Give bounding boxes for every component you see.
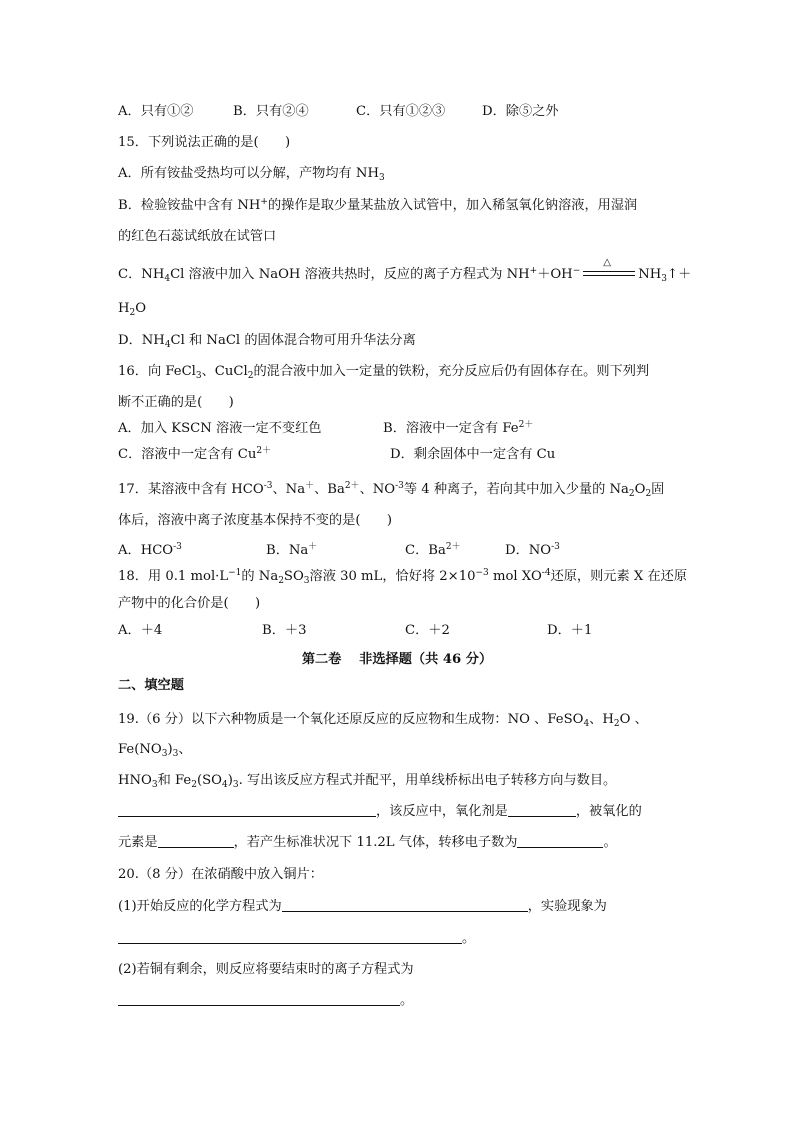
q14-option-b: B．只有②④ [233,104,309,119]
q17-stem: 17．某溶液中含有 $HCO^{-3}$、Na＋、$Ba^{2+}$、$NO^{-3}$等 4 种离子，若向其中加入少量的 $Na_2O_2$固 [118,481,665,499]
q17-option-c: C．$Ba^{2+}$ [405,542,461,558]
q15-option-c: C．$NH_4Cl$ 溶液中加入 NaOH 溶液共热时，反应的离子方程式为 NH+＋OH− △ $NH_3↑+$ [118,257,692,284]
phenomenon-blank[interactable] [118,930,462,944]
q20-part2-cont: 。 [118,992,413,1010]
q16-option-a: A．加入 KSCN 溶液一定不变红色 [118,421,322,436]
q16-option-c: C．溶液中一定含有 $Cu^{2+}$ [118,446,272,462]
q15-stem: 15．下列说法正确的是( ) [118,135,291,150]
q15-option-b-cont: 的红色石蕊试纸放在试管口 [118,229,277,244]
q19-line4: ，该反应中，氧化剂是 ，被氧化的 [118,803,642,821]
q15-option-b: B．检验铵盐中含有 NH+的操作是取少量某盐放入试管中，加入稀氢氧化钠溶液，用湿润 [118,197,638,213]
reaction-equation-blank[interactable] [282,898,528,912]
section-title: 二、填空题 [118,678,184,693]
q18-option-b: B．＋3 [262,623,307,638]
q18-option-d: D．＋1 [547,623,593,638]
q14-option-a: A．只有①② [118,104,194,119]
q16-stem-cont: 断不正确的是( ) [118,395,234,410]
q18-option-c: C．＋2 [405,623,450,638]
oxidant-blank[interactable] [508,803,576,817]
q16-option-b: B．溶液中一定含有 $Fe^{2+}$ [383,420,534,436]
q18-stem-cont: 产物中的化合价是( ) [118,596,261,611]
q19-line1: 19.（6 分）以下六种物质是一个氧化还原反应的反应物和生成物：NO 、FeSO$_4$、$H_2O$ 、 [118,712,648,729]
q20-part2: (2)若铜有剩余，则反应将要结束时的离子方程式为 [118,962,414,977]
equation-blank[interactable] [118,803,376,817]
part2-title: 第二卷 非选择题（共 46 分） [301,652,493,667]
q18-option-a: A．＋4 [118,623,163,638]
q20-part1: (1)开始反应的化学方程式为 ，实验现象为 [118,899,607,914]
q14-option-c: C．只有①②③ [356,104,446,119]
q19-line2: $Fe(NO_3)_3$、 [118,742,192,759]
q20-stem: 20.（8 分）在浓硝酸中放入铜片： [118,867,323,882]
q15-option-a: A．所有铵盐受热均可以分解，产物均有 $NH_3$ [118,166,385,183]
q16-stem: 16．向 FeCl$_3$、CuCl$_2$的混合液中加入一定量的铁粉，充分反应后仍有固体存在。则下列判 [118,364,650,381]
q17-option-a: A．$HCO^{-3}$ [118,542,182,558]
q17-option-b: B．Na＋ [266,542,318,558]
q20-part1-cont: 。 [118,930,475,948]
heat-equals-sign: △ [583,266,635,280]
q16-option-d: D．剩余固体中一定含有 Cu [390,447,556,462]
q19-line5: 元素是 ，若产生标准状况下 11.2L 气体，转移电子数为 。 [118,835,617,850]
q17-stem-cont: 体后，溶液中离子浓度基本保持不变的是( ) [118,513,393,528]
oxidized-element-blank[interactable] [158,834,234,848]
ionic-equation-blank[interactable] [118,992,400,1006]
q15-option-d: D．$NH_4Cl$ 和 NaCl 的固体混合物可用升华法分离 [118,333,416,350]
q17-option-d: D．$NO^{-3}$ [505,542,560,558]
q14-option-d: D．除⑤之外 [482,104,559,119]
electron-count-blank[interactable] [517,834,603,848]
q18-stem: 18．用 0.1 $mol\cdot L^{-1}$的 $Na_2SO_3$溶液 30 mL，恰好将 $2\times 10^{-3}$ mol $XO^{-4}$还原，则元素 X 在还原 [118,568,688,586]
q19-line3: $HNO_3$和 $Fe_2(SO_4)_3$. 写出该反应方程式并配平，用单线桥标出电子转移方向与数目。 [118,773,617,790]
q15-option-c-cont: $H_2O$ [118,301,147,318]
